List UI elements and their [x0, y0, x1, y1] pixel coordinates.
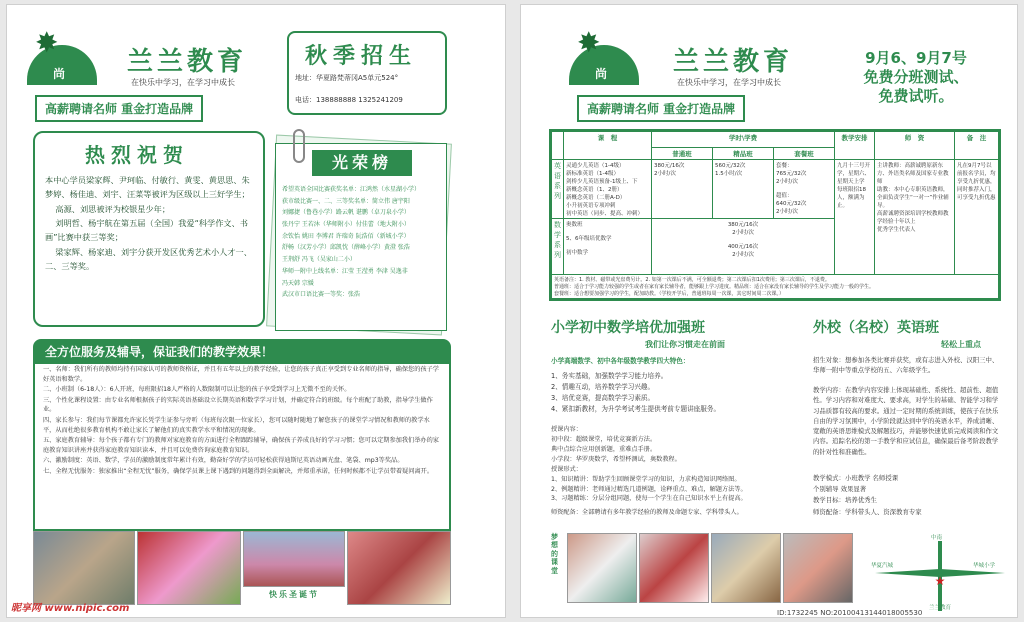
col-regular: 普通班 [652, 148, 713, 160]
col-package: 套餐班 [774, 148, 835, 160]
service-box [33, 361, 451, 531]
congrats-text: 本中心学员梁家辉、尹珂临、付敏行、黄雯、黄思思、朱梦婷、杨佳迪、刘宇、汪菜等被评为区级以上三好学生； 高源、刘思被评为校银星少年； 刘明哲、杨宇航在第五届（全国）我爱“科学作文、书画”比赛中获三等奖； 梁家辉、杨家迪、刘宇分获开发区优秀艺术小人才一、二、三等奖。 [45, 175, 252, 272]
col-remarks: 备 注 [955, 132, 999, 160]
contact-box [287, 31, 447, 115]
honor-title: 光荣榜 [312, 150, 412, 176]
photo-classroom-1 [567, 533, 637, 603]
photo-classroom-4 [783, 533, 853, 603]
honor-item: 余钦怡 姚田 李博君 许瑞奇 阮浩佰（新城小学） [282, 232, 410, 240]
slogan: 在快乐中学习，在学习中成长 [131, 78, 235, 87]
honor-list [282, 184, 444, 301]
col-course: 课 程 [564, 132, 652, 160]
footnote: 套餐班：适合想要加强学习的学生，配加助教。（学校开学后，普通班每周一次课，其它时间周二次课。） [554, 291, 785, 297]
photo-christmas [137, 531, 241, 605]
slogan-banner: 高薪聘请名师 重金打造品牌 [577, 95, 745, 122]
photo-classroom-3 [711, 533, 781, 603]
map-svg [865, 533, 1015, 613]
math-fee: 380元/16次 2小时/次 400元/16次 2小时/次 [652, 219, 835, 275]
photo-classroom-2 [639, 533, 709, 603]
teachers-cell: 主讲教师：高薪诚聘原新东方、外语类名师及国家专业教师 助教：本中心专职英语教师，全面负责学生“一对一”作业辅导。 高薪诚聘资深培训学校教师教学经验十年以上 优秀学生代表人 [875, 160, 955, 275]
photo-caption: 梦 想 的 课 堂 [551, 533, 558, 575]
location-map [865, 533, 1015, 613]
slogan: 在快乐中学习，在学习中成长 [677, 78, 781, 87]
table-footnotes [552, 275, 999, 299]
logo [27, 26, 97, 87]
honor-item: 武汉市口语比赛一等奖：张浩 [282, 291, 361, 299]
service-item: 六、激励制度：英语、数学，学员的激励制度常年累计有效，勤奋好学的学员可轻松获得迪斯尼英语动画光盘、笔袋、mp3等奖品。 [43, 457, 404, 465]
location-star-icon: ★ [934, 574, 946, 588]
honor-item: 舒畅（汉芳小学）邱凯忱（薛峰小学）黄澄 张浩 [282, 244, 410, 252]
english-series-label: 英语系列 [552, 160, 564, 219]
english-fee-regular: 380元/16次 2小时/次 [652, 160, 713, 219]
math-features: 1、务实基础，加强数学学习能力培养。 2、情趣互动，培养数学学习兴趣。 3、培优竞赛，提高数学学习素质。 4、紧扣新教材，为升学考试考生提供考前专题讲座服务。 [551, 372, 721, 413]
col-premium: 精品班 [713, 148, 774, 160]
honor-item: 希望英语全国比赛获奖名单：江鸿然（水星湖小学） [282, 186, 421, 193]
english-class-subtitle: 轻松上重点 [941, 340, 981, 349]
honor-item: 获市级比赛一、二、三等奖名单：简立伟 唐宇阳 [282, 197, 410, 205]
honor-item: 刘娜捷（鲁巷小学）路云帆 谌鹏（卓刀泉小学） [282, 209, 410, 217]
promo-line: 免费分班测试、 [863, 67, 969, 86]
course-table [551, 131, 999, 299]
english-target: 招生对象：想参加各类比赛并获奖，或有志进入外校、汉阳三中、华师一附中等重点学校的五、六年级学生。 [813, 356, 999, 375]
honor-board [275, 143, 447, 331]
photo-dance [33, 531, 135, 605]
logo [569, 26, 639, 87]
honor-item: 冯天韩 宗媛 [282, 279, 314, 287]
left-flyer-page [6, 4, 506, 618]
star-icon: ✸ [577, 26, 601, 59]
english-content: 教学内容：在教学内容安排上体现基础性、系统性、超前性、超值性。学习内容和对难度大、要求高，对学生的基础、智能学习和学习品质都有较高的要求。通过一定时期的系统训练，使孩子在快乐自由的学习氛围中，小学阶段就达到中学的英语水平，养成清晰、宽敞的英语思维模式及解题技巧，并能够快速优质完成阅读和作文内容。追踪名校的第一手教学和应试信息，确保最后备考阶段教学的针对性和准确性。 [813, 386, 999, 456]
col-fee: 学时\学费 [652, 132, 835, 148]
math-teachers: 师资配备：全部聘请有多年教学经验的教师及命题专家、学科带头人。 [551, 509, 743, 516]
col-teachers: 师 资 [875, 132, 955, 160]
math-feature-heading: 小学高端数学、初中各年级数学教学四大特色： [551, 357, 690, 365]
col-schedule: 教学安排 [835, 132, 875, 160]
promo-line: 免费试听。 [878, 86, 954, 105]
service-item: 三、个性化课程设置：由专业名师根据孩子的实际英语基础设立长期英语和数学学习计划，并确定符合的班级。每个班配了助教，指导学生做作业。 [43, 396, 433, 414]
address: 地址：华夏路梵蒂冈A5单元524° [295, 74, 399, 82]
service-title: 全方位服务及辅导，保证我们的教学效果！ [33, 339, 451, 364]
math-class-subtitle: 我们让你习惯走在前面 [645, 340, 725, 349]
free-trial-promo [821, 49, 1011, 105]
logo-text: 尚 [53, 67, 66, 81]
brand-name: 兰兰教育 [673, 47, 794, 77]
photo-kids [347, 531, 451, 605]
math-class-title: 小学初中数学培优加强班 [551, 320, 705, 336]
promo-line: 9月6、9月7号 [865, 49, 967, 67]
english-teachers: 师资配备：学科带头人、资深教育专家 [813, 508, 922, 516]
paperclip-icon [293, 129, 305, 163]
map-label: 兰兰教育 [929, 605, 952, 611]
star-icon: ✸ [35, 26, 59, 59]
slogan-banner: 高薪聘请名师 重金打造品牌 [35, 95, 203, 122]
english-goal: 教学目标：培养优秀生 [813, 496, 877, 504]
schedule-cell: 九月十三号开学，星期六、星期天上学 每班限招18人，额满为止。 [835, 160, 875, 275]
right-flyer-page [520, 4, 1018, 618]
congrats-box [33, 131, 265, 327]
remarks-cell: 凡在9月7号以前报名学员，均享受九折优惠，同时推荐入门，可享受九折优惠 [955, 160, 999, 275]
photo-caption: 快乐圣诞节 [269, 590, 319, 599]
service-item: 二、小班制（6-18人）：6人开班，每班限招18人严格的人数限制可以让您的孩子享受到学习上无微不至的关怀。 [43, 386, 351, 394]
congrats-title: 热烈祝贺 [85, 143, 189, 167]
footnote: 普通班：适合于学习能力较强的学生或者在家有家长辅导者，能够跟上学习进度。精品班：适合在家没有家长辅导的学生及学习能力一般的学生。 [554, 284, 875, 290]
math-courses: 奥数班 5、6年级培优数学 初中数学 [564, 219, 652, 275]
math-content: 授课内容： 初中段：超级课堂，培优竞赛新方法。 典中点综合应用创新题，重难点手册。 小学段：华罗庚数学，希望杯测试，奥数教程。 授课形式： 1、知识精讲：帮助学生回顾课堂学习的知识，力求构造知识网络图。 2、例题精讲：老师通过精选几道例题，诠释重点、难点，解题方法等。 3、习题精练：分层分组同题，使每一个学生在自己知识水平上有提高。 [551, 426, 747, 503]
logo-text: 尚 [595, 67, 608, 81]
english-mode: 教学模式：小班教学 名师授课 个别辅导 效果显著 [813, 474, 899, 493]
watermark-id: ID:1732245 NO:20100413144018005530 [777, 609, 923, 617]
service-item: 七、全程无忧服务：独家推出“全程无忧”服务，确保学员课上课下遇到的问题得到全面解决，并郑重承诺，任何时候都不让学员带着疑问离开。 [43, 468, 434, 476]
honor-item: 张丹宁 王若沐（华师附小）付佳蕾（地大附小） [282, 221, 410, 229]
service-item: 五、家庭教育辅导：每个孩子都有专门的教师对家庭教育的方面进行全程跟踪辅导，确保孩子养成良好的学习习惯；您可以定期参加我们举办的家庭教育知识讲座并获得家庭教育知识读本，并且可以免费咨询家庭教育知识。 [43, 437, 439, 454]
map-label: 华城小学 [973, 563, 996, 569]
english-fee-package: 套餐： 765元/32次 2小时/次 超值： 640元/32次 2小时/次 [774, 160, 835, 219]
footnote: 英语备注：1. 教材、磁带或光盘费另计。2. 如第一次课后不满，可全额退费；第二次课后扣1次费用；第三次课后，不退费。 [554, 277, 830, 283]
brand-name: 兰兰教育 [127, 47, 248, 77]
course-table-box [549, 129, 1001, 301]
watermark: 昵享网 www.nipic.com [11, 603, 130, 614]
map-label: 中南 [931, 535, 943, 541]
service-item: 一、名师：我们所有的教师均持有国家认可的教师资格证，并且有五年以上的教学经验，让您的孩子真正享受到专业名师的指导，确保您的孩子学好英语和数学。 [43, 366, 439, 383]
english-class-title: 外校（名校）英语班 [813, 320, 939, 336]
service-item: 四、家长参与：我们每节课都允许家长凭学生证参与旁听（每班每次限一位家长），您可以随时随地了解您孩子的课堂学习情况和教师的教学水平，从而杜绝很多教育机构不敢让家长了解他们的真实教学水平和情况的现象。 [43, 417, 430, 434]
english-courses: 灵通少儿英语（1-4级） 新标准英语（1-4级） 剑桥少儿英语预备-1级上、下 新概念英语（1、2册） 新概念英语（二册A-D） 小升初英语专项冲刺 初中英语（同步、提高、冲刺） [564, 160, 652, 219]
photo-outdoor [243, 531, 345, 587]
honor-item: 王荆舒 冯飞（吴家山二小） [282, 256, 356, 264]
english-fee-premium: 560元/32次 1.5小时/次 [713, 160, 774, 219]
math-series-label: 数学系列 [552, 219, 564, 275]
autumn-enrollment-title: 秋季招生 [305, 43, 418, 69]
map-label: 华夏汽城 [871, 563, 894, 569]
phone: 电话：138888888 1325241209 [295, 96, 403, 104]
honor-item: 华师一附中上线名单：江莹 王滢勇 李津 吴逸非 [282, 267, 408, 275]
